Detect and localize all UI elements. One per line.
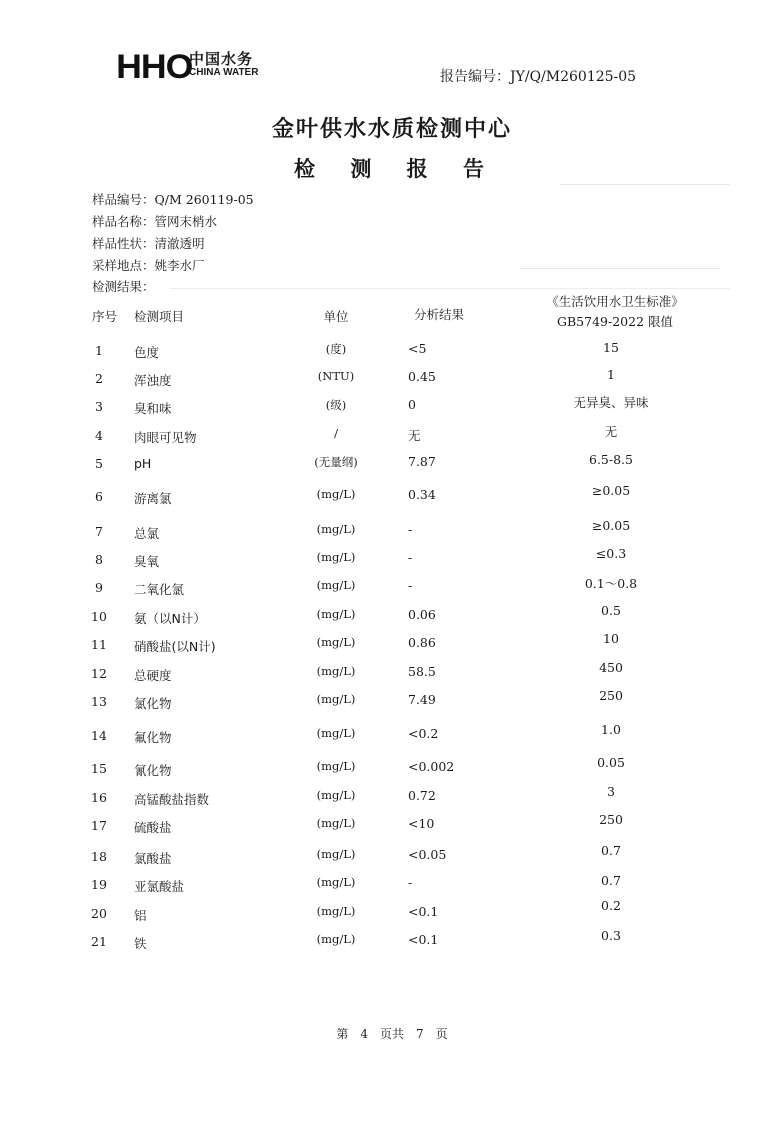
sample-info-label: 样品编号： xyxy=(92,192,155,207)
row-number: 5 xyxy=(95,456,103,471)
row-number: 2 xyxy=(95,371,103,386)
report-number: 报告编号：JY/Q/M260125-05 xyxy=(440,69,637,85)
row-item: 氨（以N计） xyxy=(134,611,206,626)
row-number: 18 xyxy=(91,849,107,864)
logo-chinese-text: 中国水务 xyxy=(189,50,254,68)
row-result: 0.86 xyxy=(408,635,436,650)
page-current: 4 xyxy=(360,1027,368,1041)
sample-info-label: 样品名称： xyxy=(92,214,155,229)
sample-info-line xyxy=(92,234,205,252)
row-result: <0.002 xyxy=(408,759,455,774)
row-item: 氟化物 xyxy=(134,730,172,745)
row-unit: (mg/L) xyxy=(316,635,356,649)
row-standard: 0.05 xyxy=(597,755,625,770)
row-unit: (mg/L) xyxy=(316,522,356,536)
row-result: 0.72 xyxy=(408,788,436,803)
header-no: 序号 xyxy=(92,309,118,324)
row-standard: 450 xyxy=(599,660,623,675)
row-item: 铝 xyxy=(134,908,147,923)
row-number: 19 xyxy=(91,877,107,892)
row-result: <0.2 xyxy=(408,726,439,741)
logo-english-text: CHINA WATER xyxy=(189,67,259,78)
row-item: 氯酸盐 xyxy=(134,851,172,866)
row-standard: 15 xyxy=(603,340,619,355)
sample-info-value: 清澈透明 xyxy=(154,236,205,251)
row-number: 12 xyxy=(91,666,107,681)
row-standard: ≥0.05 xyxy=(591,518,631,533)
header-item: 检测项目 xyxy=(134,309,185,324)
row-item: 二氧化氯 xyxy=(134,582,185,597)
row-unit: (无量纲) xyxy=(314,455,358,469)
row-unit: (mg/L) xyxy=(316,904,356,918)
row-result: - xyxy=(408,550,413,565)
row-unit: (mg/L) xyxy=(316,550,356,564)
row-number: 11 xyxy=(91,637,107,652)
row-standard: 10 xyxy=(603,631,619,646)
row-item: 臭和味 xyxy=(134,401,172,416)
scan-artifact xyxy=(520,268,720,269)
row-item: 亚氯酸盐 xyxy=(134,879,185,894)
row-item: pH xyxy=(134,456,152,471)
row-number: 10 xyxy=(91,609,107,624)
header-result: 分析结果 xyxy=(414,307,465,322)
scan-artifact xyxy=(170,288,730,289)
row-result: 7.87 xyxy=(408,454,436,469)
row-number: 1 xyxy=(95,343,103,358)
row-standard: 无异臭、异味 xyxy=(573,395,649,410)
row-unit: / xyxy=(334,426,338,440)
row-unit: (mg/L) xyxy=(316,607,356,621)
row-unit: (级) xyxy=(325,398,347,412)
row-unit: (度) xyxy=(325,342,347,356)
row-standard: ≥0.05 xyxy=(591,483,631,498)
row-number: 20 xyxy=(91,906,107,921)
row-item: 高锰酸盐指数 xyxy=(134,792,210,807)
row-standard: 0.7 xyxy=(601,843,621,858)
sample-info-line xyxy=(92,212,217,230)
row-unit: (mg/L) xyxy=(316,847,356,861)
page-prefix: 第 xyxy=(336,1027,349,1041)
sample-info-label: 采样地点： xyxy=(92,258,155,273)
row-number: 8 xyxy=(95,552,103,567)
row-item: 总氯 xyxy=(134,526,160,541)
row-result: <0.1 xyxy=(408,904,439,919)
row-result: 0.06 xyxy=(408,607,436,622)
page-subtitle: 检 测 报 告 xyxy=(294,157,498,181)
row-unit: (mg/L) xyxy=(316,816,356,830)
row-result: 58.5 xyxy=(408,664,436,679)
row-unit: (mg/L) xyxy=(316,578,356,592)
row-unit: (mg/L) xyxy=(316,726,356,740)
page-suffix: 页 xyxy=(435,1027,448,1041)
row-unit: (mg/L) xyxy=(316,788,356,802)
page-footer xyxy=(0,1025,784,1042)
row-number: 9 xyxy=(95,580,103,595)
row-unit: (mg/L) xyxy=(316,875,356,889)
header-standard-line2: GB5749-2022 限值 xyxy=(557,314,673,329)
row-result: - xyxy=(408,522,413,537)
row-number: 16 xyxy=(91,790,107,805)
scan-artifact xyxy=(560,184,730,185)
row-result: 0.45 xyxy=(408,369,436,384)
row-item: 总硬度 xyxy=(134,668,172,683)
row-result: 0 xyxy=(408,397,416,412)
row-standard: 0.2 xyxy=(601,898,621,913)
row-result: 7.49 xyxy=(408,692,436,707)
row-unit: (mg/L) xyxy=(316,692,356,706)
row-number: 6 xyxy=(95,489,103,504)
row-result: <10 xyxy=(408,816,435,831)
row-item: 铁 xyxy=(134,936,147,951)
row-number: 21 xyxy=(91,934,107,949)
logo-mark: HHO xyxy=(116,48,193,86)
row-standard: 250 xyxy=(599,688,623,703)
row-item: 浑浊度 xyxy=(134,373,172,388)
row-standard: 0.5 xyxy=(601,603,621,618)
row-standard: ≤0.3 xyxy=(595,546,627,561)
sample-info-line xyxy=(92,190,254,208)
sample-info-value: 姚李水厂 xyxy=(154,258,205,273)
row-result: <5 xyxy=(408,341,427,356)
row-unit: (mg/L) xyxy=(316,759,356,773)
row-number: 14 xyxy=(91,728,107,743)
row-unit: (mg/L) xyxy=(316,664,356,678)
row-number: 15 xyxy=(91,761,107,776)
header-unit: 单位 xyxy=(323,309,349,324)
row-number: 17 xyxy=(91,818,107,833)
row-item: 色度 xyxy=(134,345,160,360)
row-standard: 无 xyxy=(604,424,618,439)
row-standard: 1.0 xyxy=(601,722,621,737)
sample-info-label: 样品性状： xyxy=(92,236,155,251)
row-standard: 3 xyxy=(607,784,615,799)
row-result: - xyxy=(408,875,413,890)
row-unit: (mg/L) xyxy=(316,487,356,501)
sample-info-value: Q/M 260119-05 xyxy=(154,192,254,207)
page-total: 7 xyxy=(416,1027,424,1041)
row-result: <0.1 xyxy=(408,932,439,947)
page-title: 金叶供水水质检测中心 xyxy=(271,117,512,142)
header-standard-line1: 《生活饮用水卫生标准》 xyxy=(546,294,684,309)
row-standard: 6.5-8.5 xyxy=(589,452,633,467)
row-standard: 0.3 xyxy=(601,928,621,943)
row-standard: 0.1～0.8 xyxy=(584,576,638,591)
row-result: 无 xyxy=(408,428,421,443)
sample-info-label: 检测结果： xyxy=(92,279,155,294)
row-standard: 1 xyxy=(607,367,615,382)
sample-info-value: 管网末梢水 xyxy=(154,214,218,229)
row-number: 7 xyxy=(95,524,103,539)
row-item: 臭氧 xyxy=(134,554,160,569)
row-number: 13 xyxy=(91,694,107,709)
row-number: 4 xyxy=(95,428,103,443)
row-item: 氯化物 xyxy=(134,696,172,711)
row-item: 硝酸盐(以N计) xyxy=(134,639,216,654)
row-result: 0.34 xyxy=(408,487,436,502)
row-number: 3 xyxy=(95,399,103,414)
sample-info-line xyxy=(92,256,205,274)
row-standard: 250 xyxy=(599,812,623,827)
row-item: 游离氯 xyxy=(134,491,172,506)
sample-info-line xyxy=(92,277,155,295)
row-result: <0.05 xyxy=(408,847,447,862)
page-mid: 页共 xyxy=(379,1027,404,1041)
row-item: 肉眼可见物 xyxy=(134,430,197,445)
row-standard: 0.7 xyxy=(601,873,621,888)
row-item: 氰化物 xyxy=(134,763,172,778)
row-unit: (NTU) xyxy=(317,369,355,383)
row-item: 硫酸盐 xyxy=(134,820,172,835)
row-unit: (mg/L) xyxy=(316,932,356,946)
row-result: - xyxy=(408,578,413,593)
